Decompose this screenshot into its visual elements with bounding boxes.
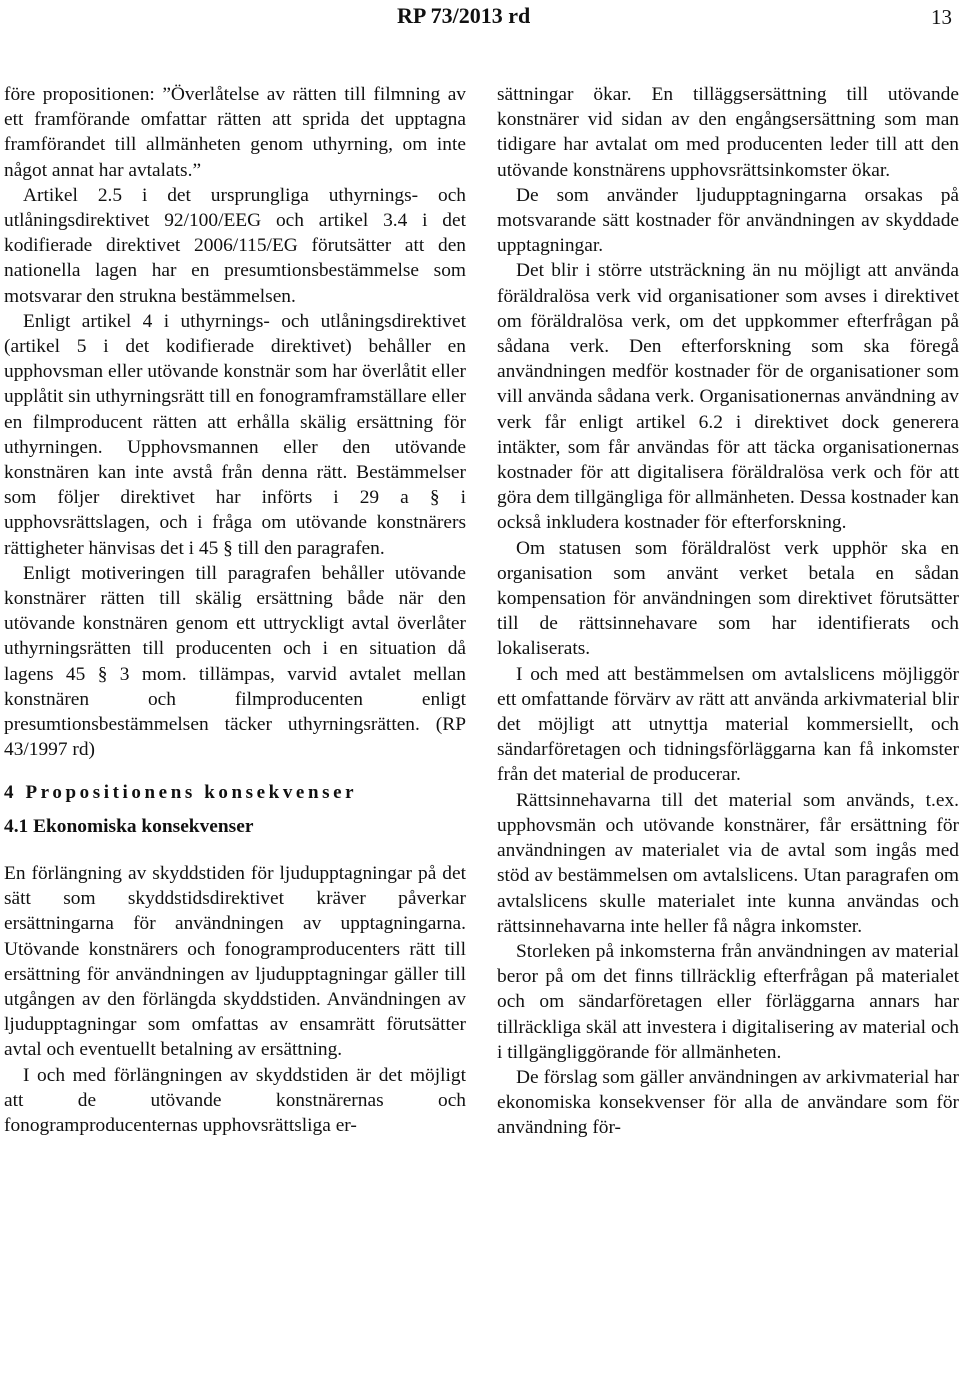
page-number: 13 [931,5,952,29]
subsection-heading: 4.1 Ekonomiska konsekvenser [4,815,254,837]
section-heading: 4 Propositionens konsekvenser [4,782,358,804]
paragraph: I och med förlängningen av skyddstiden är det möjligt att de utövande konstnärernas och fonogramproducenternas upphovsrättsliga er- [4,1064,466,1136]
paragraph: Det blir i större utsträckning än nu möjligt att använda föräldralösa verk vid organisationer som avses i direktivet om föräldralösa verk, om det uppkommer efterfrågan på sådana verk. Den efterforskning som ska föregå användningen medför kostnader för de organisationer som vill använda sådana verk. Organisationernas användning av verk får enligt artikel 6.2 i direktivet dock generera intäkter, som får användas för att täcka organisationernas kostnader för att digitalisera föräldralösa verk och för att göra dem tillgängliga för allmänheten. Dessa kostnader kan också inkludera kostnader för efterforskning. [497,260,959,534]
paragraph: Enligt artikel 4 i uthyrnings- och utlåningsdirektivet (artikel 5 i det kodifierade direktivet) behåller en upphovsman eller utövande konstnär som har överlåtit eller upplåtit sin uthyrningsrätt till en fonogramframställare eller en filmproducent rätten att erhålla skälig ersättning för uthyrningen. Upphovsmannen eller den utövande konstnären kan inte avstå från denna rätt. Bestämmelser som följer direktivet har införts i 29 a § i upphovsrättslagen, och i fråga om utövande konstnärers rättigheter hänvisas det i 45 § till den paragrafen. [4,310,467,559]
left-column [4,82,466,1138]
paragraph: Artikel 2.5 i det ursprungliga uthyrnings- och utlåningsdirektivet 92/100/EEG och artikel 3.4 i det kodifierade direktivet 2006/115/EG förutsätter att den nationella lagen har en presumtionsbestämmelse som motsvarar den strukna bestämmelsen. [4,184,466,307]
document-id: RP 73/2013 rd [397,3,531,28]
paragraph: Enligt motiveringen till paragrafen behåller utövande konstnärer rätten till skälig ersättning både när den utövande konstnären genom ett uttryckligt avtal överlåter uthyrningsrätten till producenten och i en situation då lagens 45 § 3 mom. tillämpas, varvid avtalet mellan konstnären och filmproducenten enligt presumtionsbestämmelsen täcker uthyrningsrätten. (RP 43/1997 rd) [4,562,466,761]
paragraph: Rättsinnehavarna till det material som används, t.ex. upphovsmän och utövande konstnärer, får ersättning för användningen av materialet via de avtal som ingås med stöd av bestämmelsen om avtalslicens. Utan paragrafen om avtalslicens skulle materialet inte kunna användas och rättsinnehavarna inte heller få några inkomster. [497,789,959,937]
paragraph: sättningar ökar. En tilläggsersättning till utövande konstnärer vid sidan av den engångsersättning som man tidigare har avtalat om med producenten leder till att den utövande konstnärens upphovsrättsinkomster ökar. [497,84,959,181]
paragraph: De som använder ljudupptagningarna orsakas på motsvarande sätt kostnader för användningen av skyddade upptagningar. [497,184,959,257]
paragraph: I och med att bestämmelsen om avtalslicens möjliggör ett omfattande förvärv av rätt att använda arkivmaterial blir det möjligt att utnyttja material kommersiellt, och sändarföretagen och tidningsförläggarna kan få inkomster från det material de producerar. [497,663,959,786]
page-header [0,0,960,34]
paragraph: före propositionen: ”Överlåtelse av rätten till filmning av ett framförande omfattar rätten att sprida det upptagna framförandet till allmänheten genom uthyrning, om inte något annat har avtalats.” [4,84,466,181]
paragraph: Storleken på inkomsterna från användningen av material beror på om det finns tillräcklig efterfrågan på materialet och om sändarföretagen eller förläggarna annars har tillräckliga skäl att investera i digitalisering av material och i tillgängliggörande för allmänheten. [497,940,959,1063]
paragraph: En förlängning av skyddstiden för ljudupptagningar på det sätt som skyddstidsdirektivet kräver påverkar ersättningarna för användningen av upptagningarna. Utövande konstnärers och fonogramproducenters rätt till ersättning för användningen av ljudupptagningar gäller till utgången av den förlängda skyddstiden. Användningen av ljudupptagningar som omfattas av ensamrätt förutsätter avtal och eventuellt betalning av ersättning. [4,862,466,1061]
right-column [497,82,959,1141]
paragraph: Om statusen som föräldralöst verk upphör ska en organisation som använt verket betala en sådan kompensation för användningen som direktivet förutsätter till de rättsinnehavare som har identifierats och lokaliserats. [497,537,959,660]
paragraph: De förslag som gäller användningen av arkivmaterial har ekonomiska konsekvenser för alla de användare som för användning för- [497,1066,959,1139]
